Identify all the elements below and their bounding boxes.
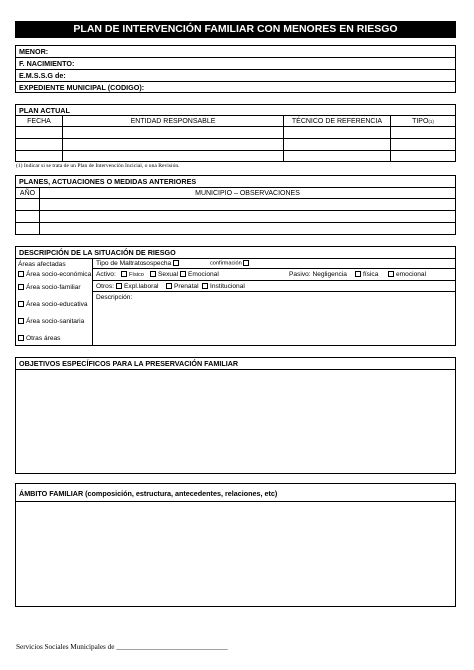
plan-cell[interactable]	[16, 139, 63, 151]
ambito-familiar-box	[15, 483, 456, 607]
checkbox-icon[interactable]	[180, 271, 186, 277]
emssg-label: E.M.S.S.G de:	[19, 71, 66, 80]
area-option-label: Área socio-sanitaria	[26, 318, 85, 325]
sospecha-option[interactable]	[143, 260, 181, 267]
area-option-label: Área socio-educativa	[26, 301, 88, 308]
activo-option[interactable]	[150, 271, 178, 278]
pasivo-option[interactable]	[355, 271, 378, 278]
area-option[interactable]	[18, 271, 91, 278]
col-municipio: MUNICIPIO – OBSERVACIONES	[40, 188, 455, 199]
checkbox-icon[interactable]	[173, 260, 179, 266]
otros-option-label: Institucional	[210, 283, 245, 290]
menor-field[interactable]	[16, 46, 455, 58]
activo-option[interactable]	[121, 271, 144, 278]
area-option[interactable]	[18, 318, 84, 325]
objetivos-box	[15, 357, 456, 474]
checkbox-icon[interactable]	[166, 283, 172, 289]
activo-label: Activo:	[96, 271, 116, 278]
checkbox-icon[interactable]	[18, 271, 24, 277]
pasivo-label: Pasivo: Negligencia	[289, 271, 347, 278]
plan-cell[interactable]	[391, 139, 455, 151]
plan-actual-table	[15, 104, 456, 162]
area-option[interactable]	[18, 284, 81, 291]
descripcion-field[interactable]	[93, 292, 455, 345]
col-tipo-sup: (1)	[428, 119, 434, 124]
area-option-label: Área socio-familiar	[26, 284, 81, 291]
col-entidad: ENTIDAD RESPONSABLE	[63, 116, 284, 127]
footer-line[interactable]: _______________________________	[116, 643, 228, 651]
plan-cell[interactable]	[16, 151, 63, 161]
activo-row	[93, 269, 455, 281]
otros-option[interactable]	[116, 283, 158, 290]
col-tipo-label: TIPO	[412, 118, 429, 125]
checkbox-icon[interactable]	[150, 271, 156, 277]
checkbox-icon[interactable]	[18, 335, 24, 341]
objetivos-field[interactable]	[16, 370, 455, 473]
plan-cell[interactable]	[391, 151, 455, 161]
identification-box	[15, 45, 456, 93]
checkbox-icon[interactable]	[388, 271, 394, 277]
otros-option-label: Expl.laboral	[124, 283, 159, 290]
expediente-field[interactable]	[16, 82, 455, 93]
checkbox-icon[interactable]	[355, 271, 361, 277]
emssg-field[interactable]	[16, 70, 455, 82]
activo-option-label: Físico	[129, 272, 144, 278]
otros-label: Otros:	[96, 283, 114, 290]
descripcion-label: Descripción:	[96, 294, 133, 301]
area-option-label: Área socio-económica	[26, 271, 92, 278]
footer-label: Servicios Sociales Municipales de	[16, 643, 115, 651]
plan-actual-heading: PLAN ACTUAL	[16, 105, 455, 116]
otros-option[interactable]	[166, 283, 199, 290]
pasivo-option-label: física	[363, 271, 379, 278]
activo-option-label: Emocional	[188, 271, 219, 278]
sospecha-label: sospecha	[143, 260, 172, 267]
checkbox-icon[interactable]	[18, 284, 24, 290]
tipo-maltrato-label: Tipo de Maltrato:	[96, 260, 146, 267]
planes-cell[interactable]	[16, 223, 40, 234]
col-anio: AÑO	[16, 188, 40, 199]
col-fecha: FECHA	[16, 116, 63, 127]
nacimiento-label: F. NACIMIENTO:	[19, 59, 75, 68]
otros-option[interactable]	[202, 283, 245, 290]
col-tecnico: TÉCNICO DE REFERENCIA	[284, 116, 391, 127]
planes-cell[interactable]	[16, 199, 40, 211]
ambito-heading: ÁMBITO FAMILIAR (composición, estructura, antecedentes, relaciones, etc)	[16, 484, 455, 502]
plan-cell[interactable]	[63, 151, 284, 161]
checkbox-icon[interactable]	[116, 283, 122, 289]
col-tipo	[391, 116, 455, 127]
pasivo-option-label: emocional	[396, 271, 427, 278]
planes-cell[interactable]	[40, 211, 455, 223]
activo-option[interactable]	[180, 271, 219, 278]
planes-cell[interactable]	[40, 223, 455, 234]
checkbox-icon[interactable]	[243, 260, 249, 266]
plan-cell[interactable]	[284, 139, 391, 151]
otros-row	[93, 281, 455, 292]
planes-cell[interactable]	[16, 211, 40, 223]
plan-cell[interactable]	[284, 151, 391, 161]
plan-cell[interactable]	[391, 127, 455, 139]
plan-actual-footnote: (1) Indicar si se trata de un Plan de Intervención Incicial, o una Revisión.	[16, 163, 180, 169]
tipo-maltrato-row	[93, 259, 455, 269]
pasivo-option[interactable]	[388, 271, 426, 278]
otros-option-label: Prenatal	[174, 283, 199, 290]
checkbox-icon[interactable]	[202, 283, 208, 289]
areas-label: Áreas afectadas	[18, 261, 66, 268]
area-option[interactable]	[18, 335, 60, 342]
plan-cell[interactable]	[284, 127, 391, 139]
confirmacion-option[interactable]	[210, 260, 251, 266]
plan-cell[interactable]	[16, 127, 63, 139]
planes-cell[interactable]	[40, 199, 455, 211]
planes-anteriores-table	[15, 175, 456, 235]
ambito-field[interactable]	[16, 502, 455, 606]
page-title: PLAN DE INTERVENCIÓN FAMILIAR CON MENORES EN RIESGO	[15, 21, 456, 38]
descripcion-riesgo-box	[15, 246, 456, 346]
plan-cell[interactable]	[63, 127, 284, 139]
expediente-label: EXPEDIENTE MUNICIPAL (CODIGO):	[19, 83, 145, 92]
areas-column	[16, 259, 93, 345]
checkbox-icon[interactable]	[18, 318, 24, 324]
area-option-label: Otras áreas	[26, 335, 61, 342]
footer-signature	[16, 643, 228, 651]
objetivos-heading: OBJETIVOS ESPECÍFICOS PARA LA PRESERVACIÓN FAMILIAR	[16, 358, 455, 370]
menor-label: MENOR:	[19, 47, 49, 56]
planes-heading: PLANES, ACTUACIONES O MEDIDAS ANTERIORES	[16, 176, 455, 188]
plan-cell[interactable]	[63, 139, 284, 151]
activo-option-label: Sexual	[158, 271, 179, 278]
nacimiento-field[interactable]	[16, 58, 455, 70]
area-option[interactable]	[18, 301, 88, 308]
descripcion-heading: DESCRIPCIÓN DE LA SITUACIÓN DE RIESGO	[16, 247, 455, 259]
confirmacion-label: confirmación	[210, 260, 242, 267]
checkbox-icon[interactable]	[18, 301, 24, 307]
checkbox-icon[interactable]	[121, 271, 127, 277]
